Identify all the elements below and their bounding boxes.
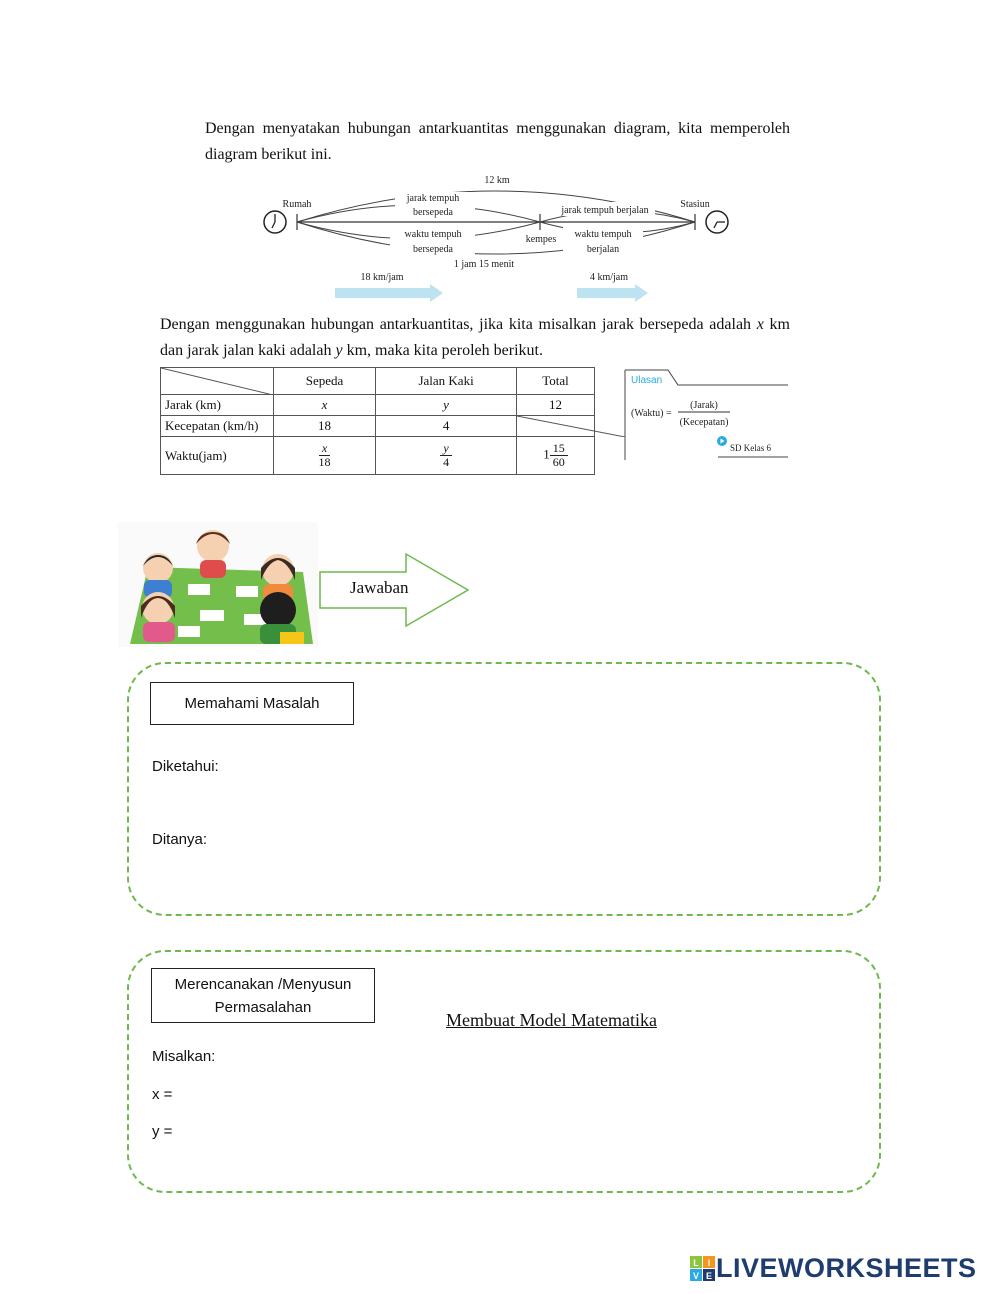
table-corner-cell (161, 368, 274, 395)
walk-speed-label: 4 km/jam (589, 272, 629, 283)
students-discussion-illustration (118, 522, 318, 647)
bike-speed-arrow-icon (335, 284, 443, 302)
speed-total-cell (517, 416, 595, 437)
y-equals-label: y = (152, 1123, 173, 1140)
time-walk-cell: $\frac{y}{4}$ (376, 437, 517, 475)
brand-name: LIVEWORKSHEETS (716, 1253, 977, 1283)
bike-time-label-1: waktu tempuh (404, 229, 462, 240)
review-lhs: (Waktu) = (631, 408, 672, 419)
breakdown-label: kempes (525, 234, 557, 245)
review-title: Ulasan (631, 375, 663, 386)
math-model-subtitle: Membuat Model Matematika (446, 1010, 657, 1030)
distance-total-cell: 12 (517, 395, 595, 416)
intro-paragraph: Dengan menyatakan hubungan antarkuantitas menggunakan diagram, kita memperoleh diagram berikut ini. (205, 120, 790, 163)
bike-distance-label-2: bersepeda (413, 207, 453, 218)
plan-problem-title: Merencanakan /Menyusun Permasalahan (151, 968, 375, 1023)
end-label: Stasiun (680, 199, 710, 210)
svg-text:E: E (705, 1270, 713, 1281)
distance-walk-cell: y (376, 395, 517, 416)
total-time-label: 1 jam 15 menit (453, 259, 515, 270)
svg-text:V: V (692, 1270, 700, 1281)
time-total-cell: 1 $\frac{15}{60}$ (517, 437, 595, 475)
distance-bike-cell: x (274, 395, 376, 416)
svg-text:I: I (707, 1257, 711, 1268)
walk-speed-arrow-icon (577, 284, 648, 302)
home-clock-icon (264, 211, 286, 233)
row-label-distance: Jarak (km) (161, 395, 274, 416)
bike-speed-label: 18 km/jam (360, 272, 404, 283)
speed-bike-cell: 18 (274, 416, 376, 437)
row-label-speed: Kecepatan (km/h) (161, 416, 274, 437)
x-equals-label: x = (152, 1086, 173, 1103)
liveworksheets-logo (690, 1253, 977, 1284)
understand-problem-title: Memahami Masalah (150, 682, 354, 725)
walk-time-label-1: waktu tempuh (574, 229, 632, 240)
distance-diagram (255, 168, 745, 303)
walk-time-label-2: berjalan (586, 244, 620, 255)
review-reference: SD Kelas 6 (730, 443, 771, 453)
walk-distance-label: jarak tempuh berjalan (561, 205, 649, 216)
total-distance-label: 12 km (484, 175, 510, 186)
table-header: Total (517, 368, 595, 395)
speed-walk-cell: 4 (376, 416, 517, 437)
asked-label: Ditanya: (152, 831, 208, 848)
svg-text:L: L (693, 1257, 699, 1268)
start-label: Rumah (282, 199, 312, 210)
time-bike-cell: $\frac{x}{18}$ (274, 437, 376, 475)
variables-paragraph: Dengan menggunakan hubungan antarkuantitas, jika kita misalkan jarak bersepeda adalah x km dan jarak jalan kaki adalah y km, maka kita peroleh berikut. (160, 316, 790, 359)
bike-time-label-2: bersepeda (413, 244, 453, 255)
review-box (622, 368, 792, 463)
bike-distance-label-1: jarak tempuh (406, 193, 460, 204)
known-label: Diketahui: (152, 758, 219, 775)
review-denominator: (Kecepatan) (679, 417, 729, 428)
table-header: Sepeda (274, 368, 376, 395)
review-numerator: (Jarak) (690, 400, 718, 411)
let-label: Misalkan: (152, 1048, 216, 1065)
quantity-table (160, 367, 595, 475)
answer-label: Jawaban (350, 578, 409, 597)
table-header: Jalan Kaki (376, 368, 517, 395)
liveworksheets-badge-icon (690, 1256, 716, 1282)
row-label-time: Waktu(jam) (161, 437, 274, 475)
station-clock-icon (706, 211, 728, 233)
